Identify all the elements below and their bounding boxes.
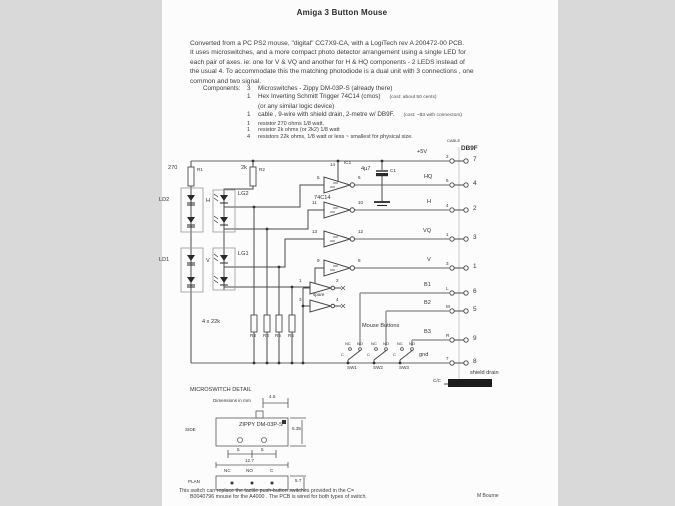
label-g2-out-pin: 10	[358, 200, 364, 205]
label-dim-12-7: 12.7	[245, 458, 254, 463]
intro-line: Converted from a PC PS2 mouse, "digital" CC7X9-CA, with a LogiTech rev A 200472-00 PCB.	[190, 40, 465, 47]
label-db9f-label: DB9F	[461, 145, 478, 152]
label-r2-value: 2k	[241, 165, 247, 171]
label-db9f-pin-6: 6	[473, 288, 477, 295]
label-wire-id-v: 3	[446, 261, 449, 266]
label-detail-units: Dimensions in mm	[213, 398, 251, 403]
label-db9f-pin-7: 7	[473, 156, 477, 163]
label-sw1-no: NO	[357, 341, 363, 346]
label-g3-in-pin: 13	[312, 229, 318, 234]
label-axis-h-label: H	[206, 198, 211, 204]
label-pin-label-c: C	[270, 468, 274, 473]
label-db9f-pin-3: 3	[473, 234, 477, 241]
label-mouse-buttons-label: Mouse Buttons	[362, 323, 400, 329]
label-db9f-pin-4: 4	[473, 180, 477, 187]
label-ld2-ref: LD2	[159, 197, 170, 203]
label-r3-ref: R3	[250, 333, 256, 338]
microswitch-detail-drawing	[216, 398, 306, 490]
switch-contacts	[349, 348, 414, 351]
label-wire-id-5v: 2	[446, 154, 449, 159]
label-wire-id-h: 4	[446, 203, 449, 208]
component-text: Microswitches - Zippy DM-03P-S (already there)	[258, 85, 393, 92]
label-dim-5-7: 5.7	[295, 478, 302, 483]
label-g1-in-pin: 5	[317, 175, 320, 180]
component-qty: 3	[247, 85, 251, 92]
footnote-line: B0040796 mouse for the A4000 . The PCB is wired for both types of switch.	[190, 494, 367, 501]
label-db9f-pin-8: 8	[473, 358, 477, 365]
label-g2-in-pin: 11	[312, 200, 317, 205]
label-ld1-ref: LD1	[159, 257, 170, 263]
label-wire-id-b3: R	[446, 333, 450, 338]
label-r2-ref: R2	[259, 167, 265, 172]
label-dim-5-left: 5	[237, 447, 240, 452]
label-sw3-nc: NC	[397, 341, 403, 346]
label-wire-id-hq: 6	[446, 178, 449, 183]
label-g6-in-pin: 3	[299, 297, 302, 302]
label-wire-id-vq: 1	[446, 232, 449, 237]
label-sw1-ref: SW1	[347, 365, 357, 370]
label-sw2-ref: SW2	[373, 365, 383, 370]
label-r3456-value: 4 x 22k	[202, 319, 221, 325]
label-g5-in-pin: 1	[299, 278, 302, 283]
component-qty: 1	[247, 93, 251, 101]
label-sig-b2: B2	[424, 300, 431, 306]
label-sw2-c: C	[367, 352, 370, 357]
label-sw1-c: C	[341, 352, 344, 357]
label-c1-value: 4µ7	[361, 166, 371, 172]
label-lg2-ref: LG2	[238, 191, 249, 197]
intro-line: each pair of axes. ie: one for V & VQ and another for H & HQ components - 2 LEDS instead of	[190, 58, 465, 66]
hysteresis-marks	[330, 183, 338, 270]
label-g5-out-pin: 2	[336, 278, 339, 283]
footnote	[179, 488, 367, 501]
label-plan-label: PLAN	[188, 479, 201, 484]
diode-symbols	[187, 194, 228, 287]
label-wire-id-gnd: 7	[446, 356, 449, 361]
label-lg1-ref: LG1	[238, 251, 249, 257]
label-g4-out-pin: 8	[358, 258, 361, 263]
component-text: (or any similar logic device)	[258, 102, 335, 110]
label-ic1-ref: IC1	[344, 160, 352, 165]
label-db9f-pin-2: 2	[473, 205, 477, 212]
label-detail-title: MICROSWITCH DETAIL	[190, 387, 252, 393]
component-cost-note: (cost: about 50 cents)	[389, 95, 437, 101]
label-sig-b1: B1	[424, 282, 431, 288]
label-sig-h: H	[427, 199, 432, 205]
footnote-line: This switch can replace the tactile push-button switches provided in the C=	[179, 488, 355, 494]
label-cable-label: CABLE	[447, 138, 461, 143]
label-r1-value: 270	[168, 165, 178, 171]
label-sw3-no: NO	[409, 341, 415, 346]
label-side-label: SIDE	[185, 427, 196, 432]
components-heading: Components:	[203, 85, 241, 92]
label-wire-id-b2: M	[446, 304, 450, 309]
label-sig-gnd: gnd	[419, 352, 429, 358]
label-pin-label-no: NO	[246, 468, 253, 473]
label-wire-id-b1: L	[446, 286, 449, 291]
component-text: resistor 270 ohms 1/8 watt.	[258, 120, 325, 127]
label-pin-label-nc: NC	[224, 468, 231, 473]
label-rail-5v-label: +5V	[417, 149, 428, 155]
label-ic-pin14: 14	[330, 162, 336, 167]
page-title: Amiga 3 Button Mouse	[296, 8, 388, 17]
label-ic-name: 74C14	[314, 195, 331, 201]
component-text: cable , 9-wire with shield drain, 2-metre w/ DB9F.	[258, 111, 395, 119]
label-r6-ref: R6	[288, 333, 294, 338]
signal-wires	[191, 161, 449, 363]
component-qty: 1	[247, 111, 251, 119]
label-switch-model: ZIPPY DM-03P-S	[239, 422, 283, 428]
label-sw2-no: NO	[383, 341, 389, 346]
label-db9f-pin-9: 9	[473, 335, 477, 342]
light-arrows	[214, 194, 218, 283]
label-sw2-nc: NC	[371, 341, 377, 346]
component-qty: 4	[247, 133, 251, 140]
label-db9f-pin-5: 5	[473, 306, 477, 313]
label-spare-label: spare	[313, 292, 325, 297]
label-dim-6-35: 6.35	[292, 426, 301, 431]
label-g6-out-pin: 4	[336, 297, 339, 302]
label-r1-ref: R1	[197, 167, 203, 172]
label-sw1-nc: NC	[345, 341, 351, 346]
label-sw3-c: C	[393, 352, 396, 357]
component-text: resistors 22k ohms, 1/8 watt or less ~ smallest for physical size.	[258, 133, 413, 140]
intro-line: common and two signal.	[190, 77, 262, 85]
label-sig-vq: VQ	[423, 228, 432, 234]
label-r5-ref: R5	[275, 333, 281, 338]
label-axis-v-label: V	[206, 258, 210, 264]
label-sig-v: V	[427, 257, 431, 263]
component-cost-note: (cost: ~$3 with connectors)	[403, 113, 463, 119]
label-c1-ref: C1	[390, 168, 396, 173]
component-qty: 1	[247, 127, 251, 134]
label-g1-out-pin: 6	[358, 175, 361, 180]
component-qty: 1	[247, 120, 251, 127]
component-text: Hex Inverting Schmitt Trigger 74C14 (cmos)	[258, 93, 381, 101]
label-dim-4-5: 4.5	[269, 394, 276, 399]
label-dim-5-right: 5	[261, 447, 264, 452]
signature: M Bourne	[477, 493, 499, 499]
label-sig-b3: B3	[424, 329, 431, 335]
intro-line: It uses microswitches, and a more compact photo detector arrangement using a single LED for	[190, 49, 466, 57]
label-cc-label: C/C	[433, 378, 441, 383]
label-g4-in-pin: 9	[317, 258, 320, 263]
label-g3-out-pin: 12	[358, 229, 364, 234]
spare-output-marks	[341, 286, 345, 308]
label-sig-hq: HQ	[424, 174, 433, 180]
label-shield-drain-label: shield drain	[470, 370, 499, 376]
label-sw3-ref: SW3	[399, 365, 409, 370]
shield-drain-bar	[448, 379, 492, 387]
label-r4-ref: R4	[263, 333, 269, 338]
component-text: resistor 2k ohms (or 2k2) 1/8 watt	[258, 127, 340, 134]
intro-line: the usual 4. To accommodate this the matching photodiode is a dual unit with 3 connections , one	[190, 68, 474, 76]
label-db9f-pin-1: 1	[473, 263, 477, 270]
